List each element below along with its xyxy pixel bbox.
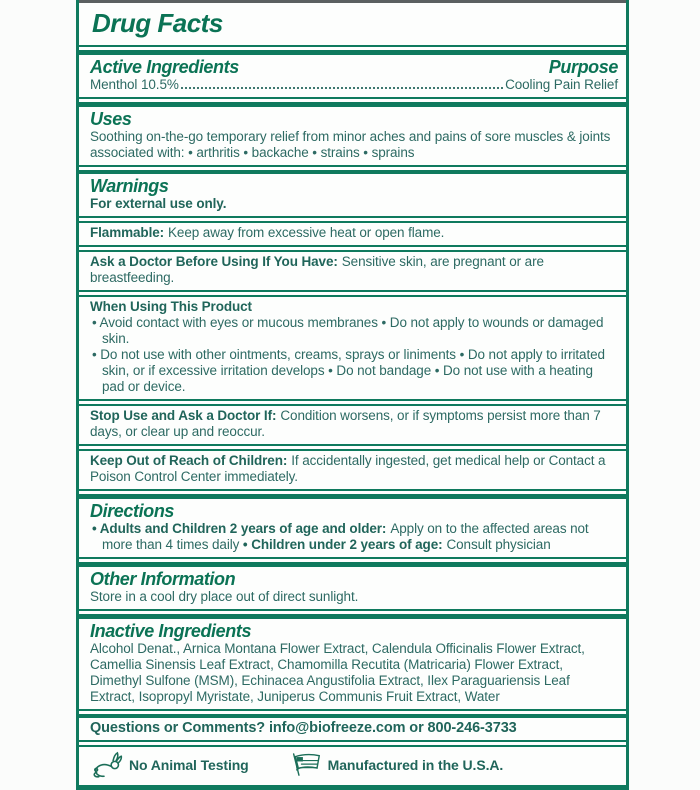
no-animal-testing-label: No Animal Testing [129,757,249,773]
inactive-ingredients-section [79,614,626,711]
active-ingredient-value: Menthol 10.5% [90,77,179,92]
ask-doctor-section [79,250,626,292]
when-using-bullet-1: • Avoid contact with eyes or mucous membranes • Do not apply to wounds or damaged skin. [92,315,604,346]
drug-facts-header-section [79,3,626,47]
stop-use-text: Condition worsens, or if symptoms persist more than 7 days, or clear up and reoccur. [90,408,601,439]
purpose-title: Purpose [548,57,618,77]
other-information-title: Other Information [90,569,236,589]
flammable-section [79,221,626,247]
keep-out-text: If accidentally ingested, get medical help or Contact a Poison Control Center immediately. [90,453,606,484]
page-title: Drug Facts [92,8,223,38]
other-information-text: Store in a cool dry place out of direct sunlight. [90,589,359,604]
us-flag-icon [291,753,321,777]
flammable-label: Flammable: [90,225,165,240]
directions-title: Directions [90,501,175,521]
directions-children-label: • Children under 2 years of age: [242,537,443,552]
footer-badges-section [79,745,626,790]
uses-title: Uses [90,109,132,129]
no-animal-testing-badge [92,752,249,778]
when-using-title: When Using This Product [90,299,252,314]
uses-text: Soothing on-the-go temporary relief from minor aches and pains of sore muscles & joints associated with: • arthritis • backache • strains • sprains [90,129,611,160]
stop-use-label: Stop Use and Ask a Doctor If: [90,408,277,423]
active-ingredients-section [79,50,626,99]
directions-children-text: Consult physician [446,537,551,552]
inactive-ingredients-title: Inactive Ingredients [90,621,252,641]
other-information-section [79,562,626,611]
contact-section [79,714,626,742]
keep-out-section [79,449,626,491]
warnings-title: Warnings [90,176,169,196]
external-use-text: For external use only. [90,196,227,211]
directions-adults-text: Apply on to the affected areas not more than 4 times daily [102,521,589,552]
drug-facts-panel [76,0,629,790]
ask-doctor-text: Sensitive skin, are pregnant or are breastfeeding. [90,254,544,285]
uses-section [79,102,626,167]
made-in-usa-badge [291,753,504,777]
contact-text: Questions or Comments? info@biofreeze.com or 800-246-3733 [90,720,517,736]
when-using-bullet-2: • Do not use with other ointments, creams, sprays or liniments • Do not apply to irritated skin, or if excessive irritation develops • Do not bandage • Do not use with a heating pad or device. [92,347,605,394]
dotted-leader [181,77,503,89]
inactive-ingredients-text: Alcohol Denat., Arnica Montana Flower Extract, Calendula Officinalis Flower Extract, Camellia Sinensis Leaf Extract, Chamomilla Recutita (Matricaria) Flower Extract, Dimethyl Sulfone (MSM), Echinacea Angustifolia Extract, Ilex Paraguariensis Leaf Extract, Isopropyl Myristate, Juniperus Communis Fruit Extract, Water [90,641,585,704]
rabbit-icon [92,752,122,778]
directions-section [79,494,626,559]
keep-out-label: Keep Out of Reach of Children: [90,453,288,468]
active-ingredients-title: Active Ingredients [90,57,239,77]
warnings-section [79,170,626,218]
made-in-usa-label: Manufactured in the U.S.A. [327,757,504,773]
when-using-section [79,295,626,401]
flammable-text: Keep away from excessive heat or open flame. [168,225,445,240]
stop-use-section [79,404,626,446]
ask-doctor-label: Ask a Doctor Before Using If You Have: [90,254,338,269]
directions-adults-label: • Adults and Children 2 years of age and older: [92,521,387,536]
purpose-value: Cooling Pain Relief [505,77,618,92]
